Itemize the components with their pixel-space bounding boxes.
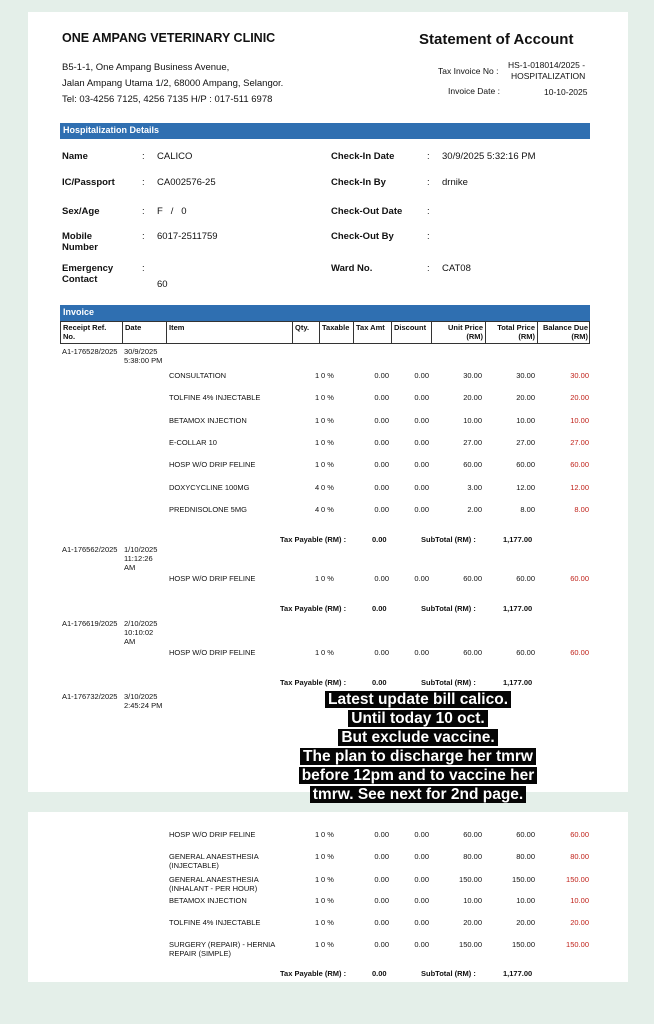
item-name: SURGERY (REPAIR) - HERNIA REPAIR (SIMPLE) <box>169 940 276 958</box>
item-qty: 1 <box>315 852 320 861</box>
item-total-price: 8.00 <box>520 504 535 514</box>
tax-payable-value: 0.00 <box>372 678 387 688</box>
item-tax-amt: 0.00 <box>374 574 389 583</box>
item-discount: 0.00 <box>414 648 429 657</box>
item-unit-price: 10.00 <box>463 415 482 425</box>
invoice-date-value: 10-10-2025 <box>544 87 588 97</box>
item-balance-due: 80.00 <box>570 852 589 861</box>
item-tax-amt: 0.00 <box>374 393 389 403</box>
item-unit-price: 60.00 <box>463 648 482 657</box>
patient-name: CALICO <box>157 151 193 162</box>
item-balance-due: 60.00 <box>570 574 589 583</box>
item-taxable: 0 % <box>321 830 334 839</box>
item-balance-due: 60.00 <box>570 648 589 657</box>
item-taxable: 0 % <box>321 437 334 447</box>
item-tax-amt: 0.00 <box>374 918 389 927</box>
col-total-price-header: Total Price (RM) <box>486 322 538 343</box>
item-balance-due: 150.00 <box>566 940 589 949</box>
mobile-label-line-2: Number <box>62 242 98 253</box>
item-balance-due: 10.00 <box>570 896 589 905</box>
item-tax-amt: 0.00 <box>374 415 389 425</box>
item-total-price: 20.00 <box>516 393 535 403</box>
col-item-header: Item <box>167 322 293 343</box>
item-unit-price: 150.00 <box>459 875 482 884</box>
caption-line: But exclude vaccine. <box>338 729 497 746</box>
subtotal-label: SubTotal (RM) : <box>421 678 476 688</box>
clinic-address-line-1: B5-1-1, One Ampang Business Avenue, <box>62 62 230 73</box>
item-total-price: 60.00 <box>516 648 535 657</box>
item-qty: 1 <box>315 460 320 470</box>
item-balance-due: 20.00 <box>570 918 589 927</box>
item-discount: 0.00 <box>414 940 429 949</box>
item-tax-amt: 0.00 <box>374 830 389 839</box>
col-receipt-header: Receipt Ref. No. <box>61 322 123 343</box>
item-discount: 0.00 <box>414 896 429 905</box>
subtotal-value: 1,177.00 <box>503 678 533 688</box>
checkin-by-label: Check-In By <box>331 177 386 188</box>
item-tax-amt: 0.00 <box>374 852 389 861</box>
item-unit-price: 150.00 <box>459 940 482 949</box>
item-taxable: 0 % <box>321 371 334 380</box>
col-balance-due-header: Balance Due (RM) <box>542 323 588 341</box>
item-taxable: 0 % <box>321 875 334 884</box>
item-qty: 1 <box>315 648 320 657</box>
receipt-date: 1/10/2025 11:12:26 AM <box>124 545 158 572</box>
item-taxable: 0 % <box>321 415 334 425</box>
checkout-date-label: Check-Out Date <box>331 206 403 217</box>
tax-payable-value: 0.00 <box>372 535 387 545</box>
emergency-value: 60 <box>157 279 168 290</box>
item-name: BETAMOX INJECTION <box>169 415 247 425</box>
item-balance-due: 12.00 <box>570 482 589 492</box>
clinic-address-line-2: Jalan Ampang Utama 1/2, 68000 Ampang, Selangor. <box>62 78 284 89</box>
item-taxable: 0 % <box>321 940 334 949</box>
item-total-price: 10.00 <box>516 415 535 425</box>
receipt-ref: A1-176528/2025 <box>62 347 118 356</box>
ic-label: IC/Passport <box>62 177 115 188</box>
receipt-ref: A1-176562/2025 <box>62 545 118 554</box>
subtotal-value: 1,177.00 <box>503 535 533 545</box>
item-taxable: 0 % <box>321 393 334 403</box>
colon: : <box>142 177 145 188</box>
receipt-ref: A1-176619/2025 <box>62 619 118 628</box>
item-tax-amt: 0.00 <box>374 371 389 380</box>
item-total-price: 80.00 <box>516 852 535 861</box>
item-balance-due: 150.00 <box>566 875 589 884</box>
sex-age-value: F / 0 <box>157 206 187 217</box>
item-name: HOSP W/O DRIP FELINE <box>169 830 256 839</box>
overlay-caption <box>272 690 564 804</box>
col-discount-header: Discount <box>392 322 432 343</box>
item-discount: 0.00 <box>414 415 429 425</box>
item-tax-amt: 0.00 <box>374 460 389 470</box>
item-qty: 1 <box>315 896 320 905</box>
tax-payable-label: Tax Payable (RM) : <box>280 604 347 614</box>
item-discount: 0.00 <box>414 482 429 492</box>
item-name: CONSULTATION <box>169 371 227 380</box>
colon: : <box>427 206 430 217</box>
item-name: HOSP W/O DRIP FELINE <box>169 460 256 470</box>
name-label: Name <box>62 151 88 162</box>
tax-payable-value: 0.00 <box>372 604 387 614</box>
tax-invoice-value-line-1: HS-1-018014/2025 - <box>508 60 586 70</box>
colon: : <box>427 263 430 274</box>
item-qty: 1 <box>315 437 320 447</box>
item-total-price: 20.00 <box>516 918 535 927</box>
item-discount: 0.00 <box>414 371 429 380</box>
item-discount: 0.00 <box>414 918 429 927</box>
item-qty: 1 <box>315 574 320 583</box>
item-unit-price: 27.00 <box>463 437 482 447</box>
item-total-price: 60.00 <box>516 460 535 470</box>
checkin-by-value: drnike <box>442 177 468 188</box>
item-total-price: 60.00 <box>516 830 535 839</box>
item-taxable: 0 % <box>321 504 334 514</box>
colon: : <box>142 231 145 242</box>
item-discount: 0.00 <box>414 574 429 583</box>
item-taxable: 0 % <box>321 918 334 927</box>
item-discount: 0.00 <box>414 875 429 884</box>
caption-line: before 12pm and to vaccine her <box>299 767 538 784</box>
tax-payable-label: Tax Payable (RM) : <box>280 678 347 688</box>
item-unit-price: 3.00 <box>467 482 482 492</box>
item-name: GENERAL ANAESTHESIA (INHALANT - PER HOUR) <box>169 875 259 893</box>
item-unit-price: 10.00 <box>463 896 482 905</box>
tax-payable-label: Tax Payable (RM) : <box>280 969 347 978</box>
colon: : <box>427 151 430 162</box>
caption-line: Until today 10 oct. <box>348 710 488 727</box>
item-balance-due: 30.00 <box>570 371 589 380</box>
item-taxable: 0 % <box>321 460 334 470</box>
item-unit-price: 80.00 <box>463 852 482 861</box>
item-taxable: 0 % <box>321 896 334 905</box>
receipt-date: 30/9/2025 5:38:00 PM <box>124 347 163 365</box>
item-total-price: 150.00 <box>512 940 535 949</box>
subtotal-label: SubTotal (RM) : <box>421 604 476 614</box>
item-unit-price: 30.00 <box>463 371 482 380</box>
caption-line: tmrw. See next for 2nd page. <box>310 786 526 803</box>
colon: : <box>142 151 145 162</box>
item-qty: 1 <box>315 415 320 425</box>
sex-age-label: Sex/Age <box>62 206 100 217</box>
subtotal-value: 1,177.00 <box>503 969 533 978</box>
col-qty-header: Qty. <box>293 322 320 343</box>
receipt-date: 3/10/2025 2:45:24 PM <box>124 692 163 710</box>
item-tax-amt: 0.00 <box>374 504 389 514</box>
subtotal-value: 1,177.00 <box>503 604 533 614</box>
item-discount: 0.00 <box>414 852 429 861</box>
item-name: TOLFINE 4% INJECTABLE <box>169 918 261 927</box>
colon: : <box>427 177 430 188</box>
item-discount: 0.00 <box>414 460 429 470</box>
emergency-label-line-2: Contact <box>62 274 98 285</box>
clinic-name: ONE AMPANG VETERINARY CLINIC <box>62 31 276 45</box>
mobile-value: 6017-2511759 <box>157 231 218 242</box>
item-total-price: 60.00 <box>516 574 535 583</box>
item-taxable: 0 % <box>321 574 334 583</box>
caption-line: The plan to discharge her tmrw <box>300 748 536 765</box>
ward-value: CAT08 <box>442 263 471 274</box>
item-name: BETAMOX INJECTION <box>169 896 247 905</box>
col-tax-amt-header: Tax Amt <box>354 322 392 343</box>
item-tax-amt: 0.00 <box>374 648 389 657</box>
item-taxable: 0 % <box>321 648 334 657</box>
subtotal-label: SubTotal (RM) : <box>421 535 476 545</box>
colon: : <box>427 231 430 242</box>
item-discount: 0.00 <box>414 393 429 403</box>
colon: : <box>142 263 145 274</box>
item-name: HOSP W/O DRIP FELINE <box>169 574 256 583</box>
item-qty: 1 <box>315 940 320 949</box>
item-taxable: 0 % <box>321 852 334 861</box>
item-total-price: 12.00 <box>516 482 535 492</box>
item-total-price: 30.00 <box>516 371 535 380</box>
receipt-date: 2/10/2025 10:10:02 AM <box>124 619 158 646</box>
colon: : <box>142 206 145 217</box>
item-unit-price: 2.00 <box>467 504 482 514</box>
item-unit-price: 60.00 <box>463 830 482 839</box>
subtotal-label: SubTotal (RM) : <box>421 969 476 978</box>
item-balance-due: 10.00 <box>570 415 589 425</box>
checkin-date-label: Check-In Date <box>331 151 395 162</box>
checkout-by-label: Check-Out By <box>331 231 394 242</box>
checkin-date-value: 30/9/2025 5:32:16 PM <box>442 151 536 162</box>
item-unit-price: 60.00 <box>463 460 482 470</box>
invoice-table-header <box>60 321 590 344</box>
item-unit-price: 20.00 <box>463 918 482 927</box>
col-taxable-header: Taxable <box>320 322 354 343</box>
item-taxable: 0 % <box>321 482 334 492</box>
item-unit-price: 60.00 <box>463 574 482 583</box>
item-qty: 1 <box>315 371 320 380</box>
item-qty: 1 <box>315 393 320 403</box>
item-name: GENERAL ANAESTHESIA (INJECTABLE) <box>169 852 259 870</box>
item-qty: 1 <box>315 875 320 884</box>
invoice-date-label: Invoice Date : <box>448 86 500 96</box>
item-qty: 4 <box>315 504 320 514</box>
item-total-price: 10.00 <box>516 896 535 905</box>
tax-payable-value: 0.00 <box>372 969 387 978</box>
item-qty: 1 <box>315 918 320 927</box>
item-discount: 0.00 <box>414 437 429 447</box>
item-tax-amt: 0.00 <box>374 896 389 905</box>
clinic-phone: Tel: 03-4256 7125, 4256 7135 H/P : 017-511 6978 <box>62 94 273 105</box>
item-balance-due: 20.00 <box>570 393 589 403</box>
item-balance-due: 8.00 <box>574 504 589 514</box>
item-name: HOSP W/O DRIP FELINE <box>169 648 256 657</box>
item-total-price: 150.00 <box>512 875 535 884</box>
hospitalization-section-header: Hospitalization Details <box>60 123 590 139</box>
item-qty: 1 <box>315 830 320 839</box>
tax-invoice-value-line-2: HOSPITALIZATION <box>511 71 586 81</box>
item-name: TOLFINE 4% INJECTABLE <box>169 393 261 403</box>
item-qty: 4 <box>315 482 320 492</box>
item-name: E-COLLAR 10 <box>169 437 217 447</box>
item-tax-amt: 0.00 <box>374 437 389 447</box>
receipt-ref: A1-176732/2025 <box>62 692 118 701</box>
item-balance-due: 60.00 <box>570 460 589 470</box>
item-balance-due: 60.00 <box>570 830 589 839</box>
item-name: DOXYCYCLINE 100MG <box>169 482 250 492</box>
item-discount: 0.00 <box>414 504 429 514</box>
item-tax-amt: 0.00 <box>374 482 389 492</box>
item-tax-amt: 0.00 <box>374 875 389 884</box>
emergency-label: Emergency <box>62 263 114 274</box>
ic-value: CA002576-25 <box>157 177 216 188</box>
tax-payable-label: Tax Payable (RM) : <box>280 535 347 545</box>
invoice-section-header: Invoice <box>60 305 590 321</box>
item-name: PREDNISOLONE 5MG <box>169 504 247 514</box>
mobile-label: Mobile <box>62 231 93 242</box>
col-date-header: Date <box>123 322 167 343</box>
item-total-price: 27.00 <box>516 437 535 447</box>
tax-invoice-label: Tax Invoice No : <box>438 66 499 76</box>
item-tax-amt: 0.00 <box>374 940 389 949</box>
item-balance-due: 27.00 <box>570 437 589 447</box>
col-unit-price-header: Unit Price (RM) <box>432 322 486 343</box>
statement-title: Statement of Account <box>419 31 574 48</box>
item-unit-price: 20.00 <box>463 393 482 403</box>
item-discount: 0.00 <box>414 830 429 839</box>
ward-label: Ward No. <box>331 263 373 274</box>
caption-line: Latest update bill calico. <box>325 691 511 708</box>
